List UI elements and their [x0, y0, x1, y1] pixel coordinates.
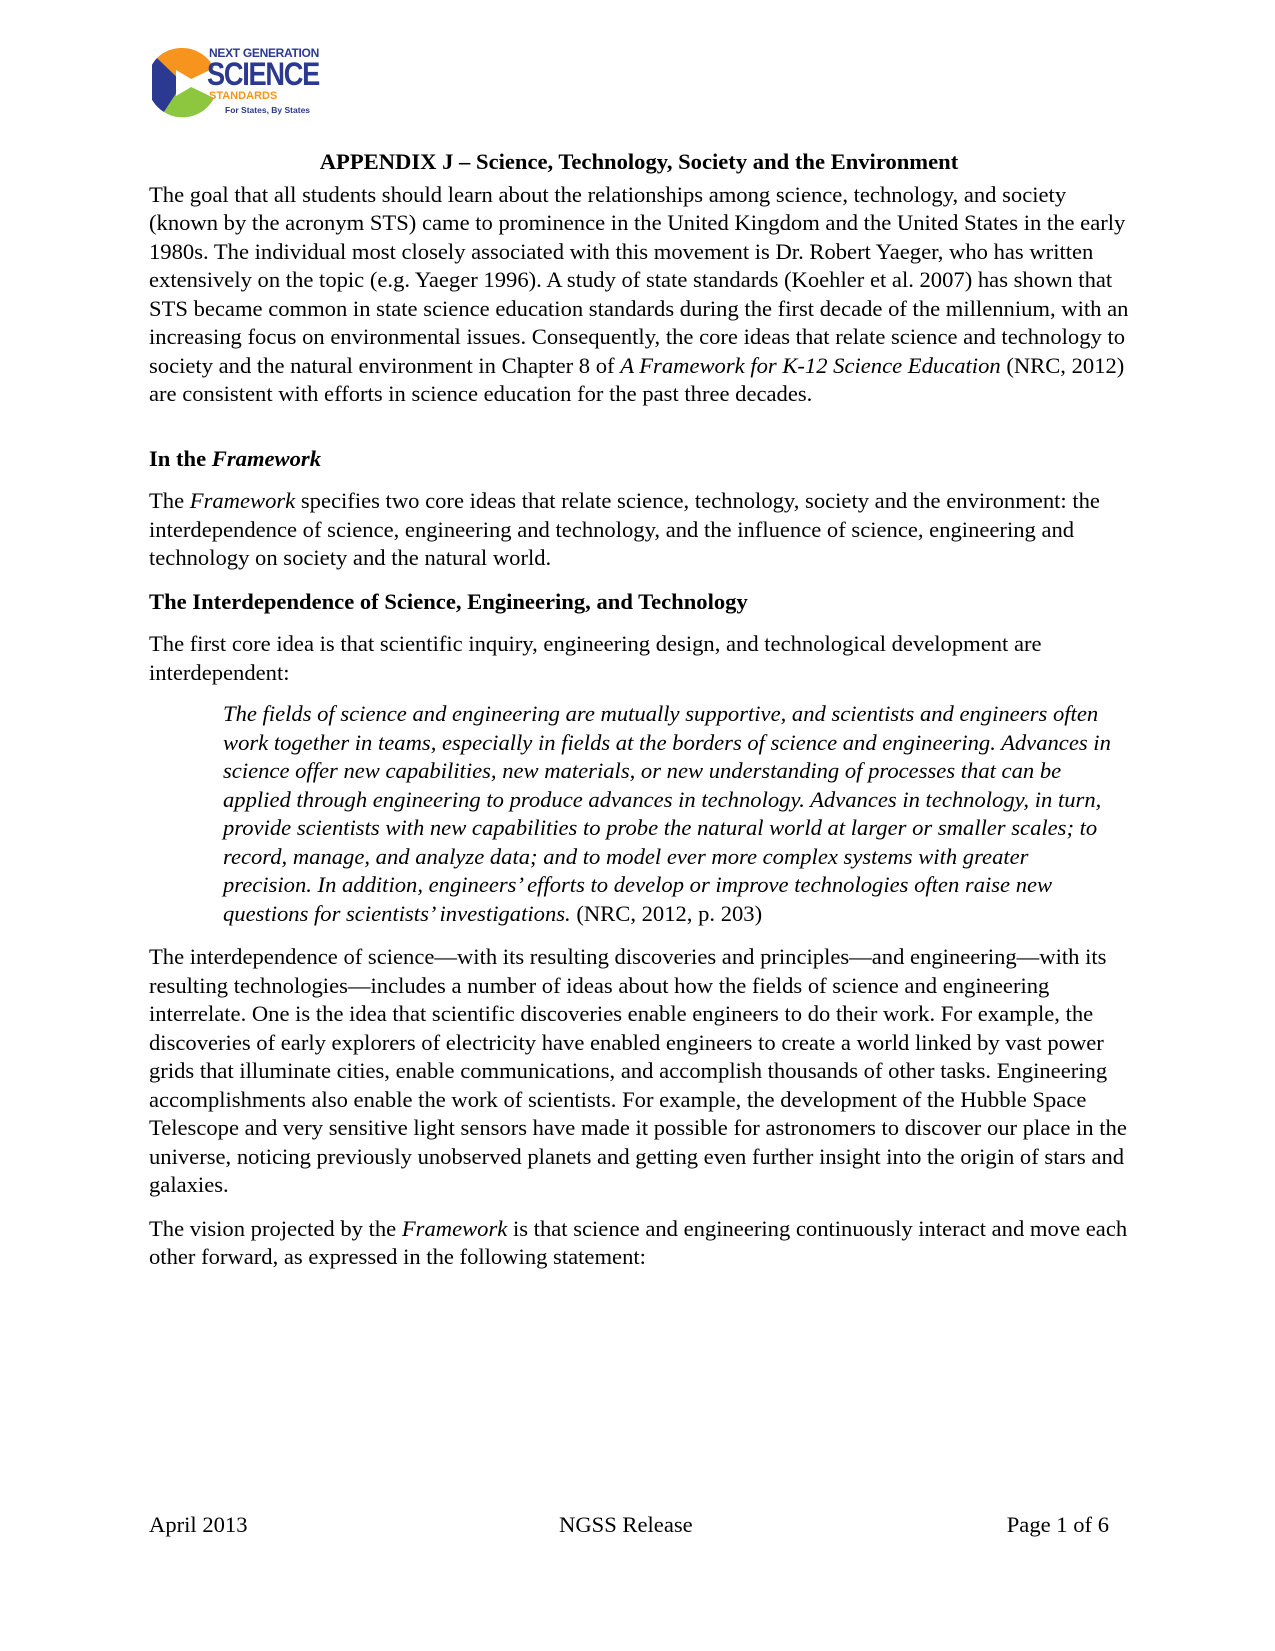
- footer-date: April 2013: [149, 1512, 248, 1537]
- interdependence-paragraph: The interdependence of science—with its resulting discoveries and principles—and engineering—with its resulting technologies—includes a number of ideas about how the fields of science and engineering interrelate. One is the idea that scientific discoveries enable engineers to do their work. For example, the discoveries of early explorers of electricity have enabled engineers to create a world linked by vast power grids that illuminate cities, enable communications, and accomplish thousands of other tasks. Engineering accomplishments also enable the work of scientists. For example, the development of the Hubble Space Telescope and very sensitive light sensors have made it possible for astronomers to discover our place in the universe, noticing previously unobserved planets and getting even further insight into the origin of stars and galaxies.: [149, 944, 1127, 1197]
- framework-prefix: The: [149, 488, 190, 513]
- heading-prefix: In the: [149, 445, 212, 471]
- block-quote: [223, 700, 1113, 928]
- intro-text-part2: (NRC, 2012) are consistent with efforts in science education for the past three decades.: [149, 352, 1125, 406]
- quote-citation: (NRC, 2012, p. 203): [570, 900, 763, 926]
- framework-paragraph: [149, 487, 1129, 573]
- footer-release: NGSS Release: [559, 1512, 693, 1537]
- ngss-logo: [152, 42, 327, 122]
- vision-italic: Framework: [401, 1215, 508, 1241]
- intro-text-part1: The goal that all students should learn about the relationships among science, technology, and society (known by the acronym STS) came to prominence in the United Kingdom and the United States in the early 1980s. The individual most closely associated with this movement is Dr. Robert Yaeger, who has written extensively on the topic (e.g. Yaeger 1996). A study of state standards (Koehler et al. 2007) has shown that STS became common in state science education standards during the first decade of the millennium, with an increasing focus on environmental issues. Consequently, the core ideas that relate science and technology to society and the natural environment in Chapter 8 of: [149, 181, 1129, 378]
- page-footer: [149, 1511, 1109, 1541]
- vision-rest: is that science and engineering continuously interact and move each other forward, as expressed in the following statement:: [149, 1215, 1128, 1269]
- heading-italic: Framework: [211, 445, 321, 471]
- vision-paragraph: [149, 1215, 1129, 1272]
- intro-paragraph: [149, 181, 1129, 409]
- logo-text-standards: STANDARDS: [209, 90, 278, 102]
- footer-page-number: Page 1 of 6: [1006, 1512, 1109, 1537]
- section-heading-in-the-framework: [149, 445, 1129, 474]
- interdependence-lead-paragraph: The first core idea is that scientific inquiry, engineering design, and technological development are interdependent:: [149, 631, 1042, 685]
- document-body: [149, 148, 1129, 1272]
- logo-text-science: SCIENCE: [207, 56, 319, 92]
- quote-text: The fields of science and engineering are mutually supportive, and scientists and engineers often work together in teams, especially in fields at the borders of science and engineering. Advances in science offer new capabilities, new materials, or new understanding of processes that can be applied through engineering to produce advances in technology. Advances in technology, in turn, provide scientists with new capabilities to probe the natural world at larger or smaller scales; to record, manage, and analyze data; and to model ever more complex systems with greater precision. In addition, engineers’ efforts to develop or improve technologies often raise new questions for scientists’ investigations.: [223, 701, 1111, 926]
- document-title: APPENDIX J – Science, Technology, Society and the Environment: [319, 149, 959, 174]
- intro-text-italic-title: A Framework for K-12 Science Education: [620, 352, 1001, 378]
- framework-italic: Framework: [189, 488, 296, 513]
- logo-text-next-generation: NEXT GENERATION: [209, 46, 319, 60]
- ngss-logo-mark-icon: [152, 46, 214, 120]
- logo-tagline: For States, By States: [225, 105, 311, 115]
- vision-prefix: The vision projected by the: [149, 1215, 402, 1241]
- section-heading-interdependence: The Interdependence of Science, Engineering, and Technology: [149, 588, 748, 614]
- framework-rest: specifies two core ideas that relate science, technology, society and the environment: the interdependence of science, engineering and technology, and the influence of science, engineering and technology on society and the natural world.: [149, 488, 1100, 570]
